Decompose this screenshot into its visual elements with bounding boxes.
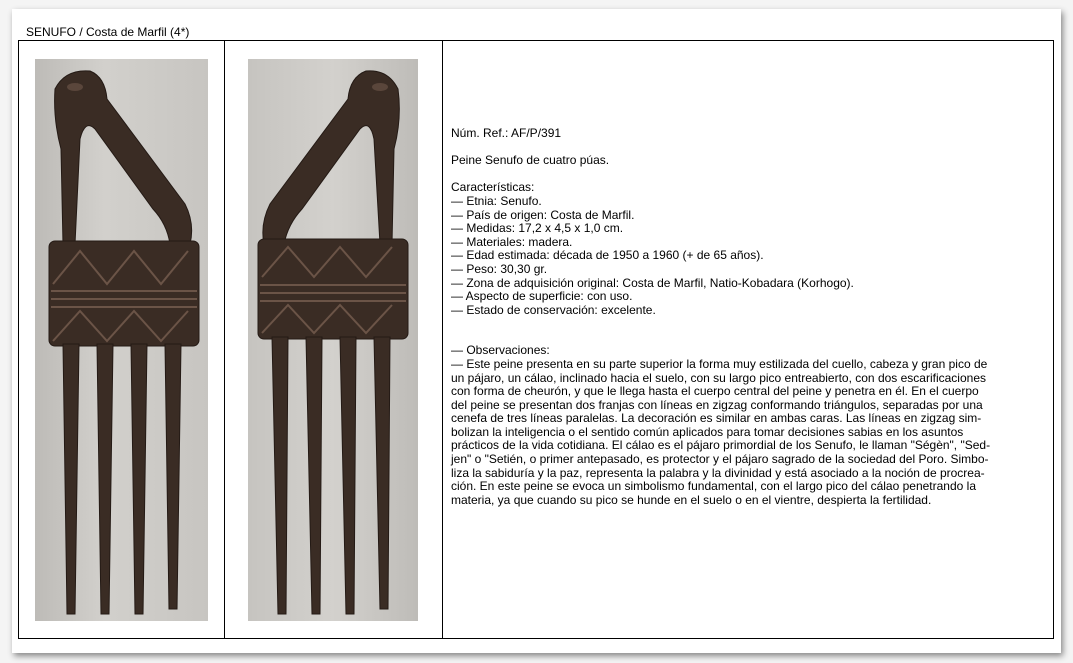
feature-line: — Edad estimada: década de 1950 a 1960 (+ de 65 años). xyxy=(451,248,764,263)
observation-line: con forma de cheurón, y que le llega hasta el cuerpo central del peine y penetra en él. En el cuerpo xyxy=(451,384,979,399)
feature-line: — País de origen: Costa de Marfil. xyxy=(451,207,635,222)
feature-line: — Estado de conservación: excelente. xyxy=(451,302,656,317)
feature-line: — Aspecto de superficie: con uso. xyxy=(451,289,633,304)
reference-number: Núm. Ref.: AF/P/391 xyxy=(451,126,562,140)
comb-photo-back xyxy=(248,59,418,621)
comb-back-image xyxy=(248,59,418,621)
comb-photo-front xyxy=(35,59,208,621)
observation-line: un pájaro, un cálao, inclinado hacia el suelo, con su largo pico entreabierto, con dos escarificaciones xyxy=(451,370,986,385)
observation-line: — Este peine presenta en su parte superior la forma muy estilizada del cuello, cabeza y gran pico de xyxy=(451,356,988,371)
comb-front-image xyxy=(35,59,208,621)
catalog-sheet xyxy=(12,9,1061,653)
feature-line: — Materiales: madera. xyxy=(451,234,573,249)
photo-cell-back xyxy=(224,41,443,638)
observations-heading: — Observaciones: xyxy=(451,343,550,358)
observation-line: ción. En este peine se evoca un simbolismo fundamental, con el largo pico del cálao penetrando la xyxy=(451,479,976,494)
observation-line: bolizan la inteligencia o el sentido común aplicados para tomar decisiones sabias en los asuntos xyxy=(451,424,964,439)
observation-line: prácticos de la vida cotidiana. El cálao es el pájaro primordial de los Senufo, le llaman "Ségèn", "Sed- xyxy=(451,438,991,453)
feature-line: — Medidas: 17,2 x 4,5 x 1,0 cm. xyxy=(451,221,624,236)
features-heading: Características: xyxy=(451,180,535,195)
page-title: SENUFO / Costa de Marfil (4*) xyxy=(26,25,190,39)
catalog-table xyxy=(18,40,1054,639)
observation-line: materia, ya que cuando su pico se hunde en el suelo o en el vientre, despierta la fertilidad. xyxy=(451,492,932,507)
feature-line: — Zona de adquisición original: Costa de Marfil, Natio-Kobadara (Korhogo). xyxy=(451,275,854,290)
photo-cell-front xyxy=(19,41,225,638)
observation-line: jen" o "Setién, o primer antepasado, es protector y el pájaro sagrado de la sociedad del Poro. Simbo- xyxy=(451,452,989,467)
feature-line: — Etnia: Senufo. xyxy=(451,193,542,208)
observation-line: del peine se presentan dos franjas con líneas en zigzag conformando triángulos, separadas por una xyxy=(451,397,983,412)
observation-line: cenefa de tres líneas paralelas. La decoración es similar en ambas caras. Las líneas en zigzag sim- xyxy=(451,411,982,426)
observation-line: liza la sabiduría y la paz, representa la palabra y la divinidad y está asociado a la noción de procrea- xyxy=(451,465,985,480)
description-cell xyxy=(443,41,1053,638)
description-text xyxy=(451,127,1055,507)
item-name: Peine Senufo de cuatro púas. xyxy=(451,153,610,168)
feature-line: — Peso: 30,30 gr. xyxy=(451,261,548,276)
